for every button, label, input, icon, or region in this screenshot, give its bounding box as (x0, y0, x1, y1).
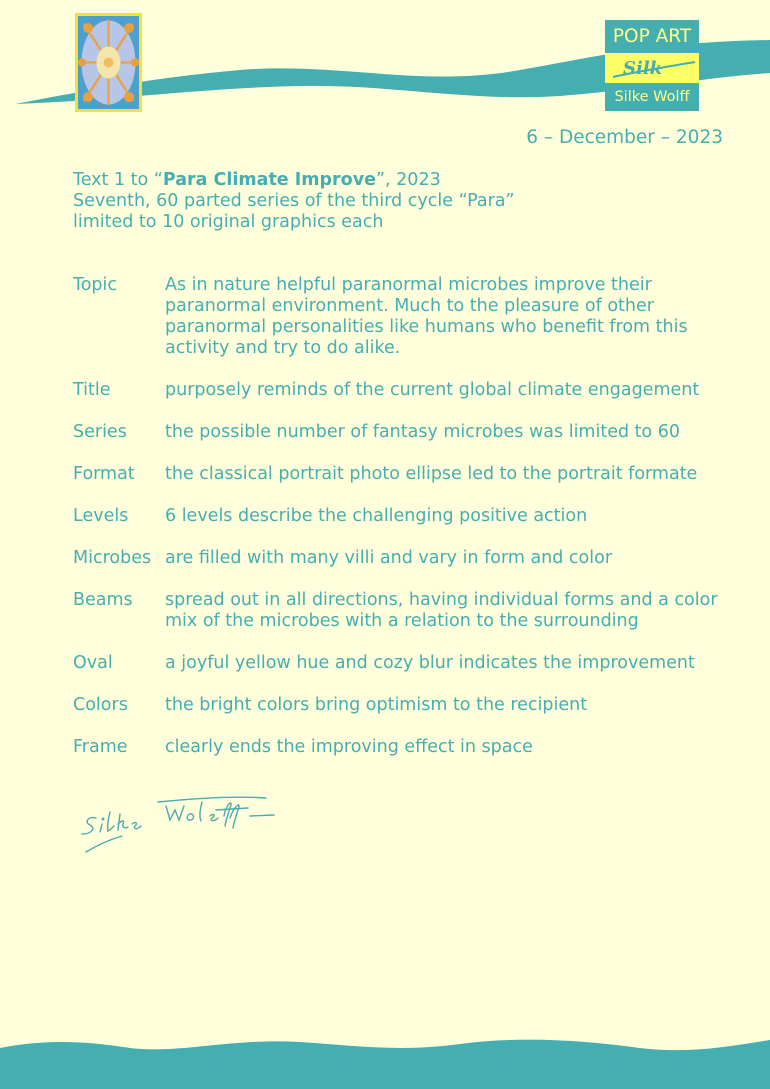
row-key: Topic (73, 275, 118, 295)
row-value: purposely reminds of the current global climate engagement (165, 380, 700, 400)
row-value: are filled with many villi and vary in form and color (165, 548, 613, 568)
silk-script-icon (605, 53, 699, 83)
row-key: Title (73, 380, 111, 400)
pop-art-logo (605, 20, 699, 111)
row-beams (73, 590, 733, 632)
row-topic (73, 275, 733, 359)
artwork-thumbnail (75, 13, 142, 112)
intro-prefix: Text 1 to “ (73, 170, 163, 190)
intro-line-3: limited to 10 original graphics each (73, 212, 384, 232)
row-colors (73, 695, 733, 716)
row-key: Oval (73, 653, 113, 673)
intro-block (73, 170, 515, 233)
row-key: Beams (73, 590, 133, 610)
row-value: spread out in all directions, having individual forms and a color mix of the microbes with a relation to the surrounding (165, 590, 718, 631)
row-value: the bright colors bring optimism to the recipient (165, 695, 588, 715)
row-key: Frame (73, 737, 128, 757)
row-key: Levels (73, 506, 129, 526)
document-date: 6 – December – 2023 (526, 127, 723, 148)
row-value: As in nature helpful paranormal microbes improve their paranormal environment. Much to the pleasure of other paranormal personalities like humans who benefit from this activity and try to do alike. (165, 275, 688, 358)
row-oval (73, 653, 733, 674)
row-series (73, 422, 733, 443)
description-list (73, 275, 733, 779)
row-microbes (73, 548, 733, 569)
row-key: Format (73, 464, 135, 484)
logo-author-label: Silke Wolff (605, 83, 699, 111)
row-levels (73, 506, 733, 527)
intro-suffix: ”, 2023 (375, 170, 441, 190)
row-value: the classical portrait photo ellipse led to the portrait formate (165, 464, 698, 484)
artwork-title: Para Climate Improve (162, 170, 376, 190)
row-value: a joyful yellow hue and cozy blur indicates the improvement (165, 653, 695, 673)
row-key: Series (73, 422, 127, 442)
row-format (73, 464, 733, 485)
row-key: Colors (73, 695, 128, 715)
logo-pop-art-label: POP ART (605, 20, 699, 53)
logo-silk-brand (605, 53, 699, 83)
row-frame (73, 737, 733, 758)
row-value: clearly ends the improving effect in space (165, 737, 533, 757)
intro-line-2: Seventh, 60 parted series of the third cycle “Para” (73, 191, 515, 211)
row-title (73, 380, 733, 401)
row-value: 6 levels describe the challenging positive action (165, 506, 588, 526)
svg-text:Silk: Silk (623, 58, 663, 79)
bottom-wave-decoration (0, 1036, 770, 1089)
row-key: Microbes (73, 548, 152, 568)
handwritten-signature (78, 790, 288, 860)
row-value: the possible number of fantasy microbes was limited to 60 (165, 422, 681, 442)
intro-line-1 (73, 170, 515, 191)
